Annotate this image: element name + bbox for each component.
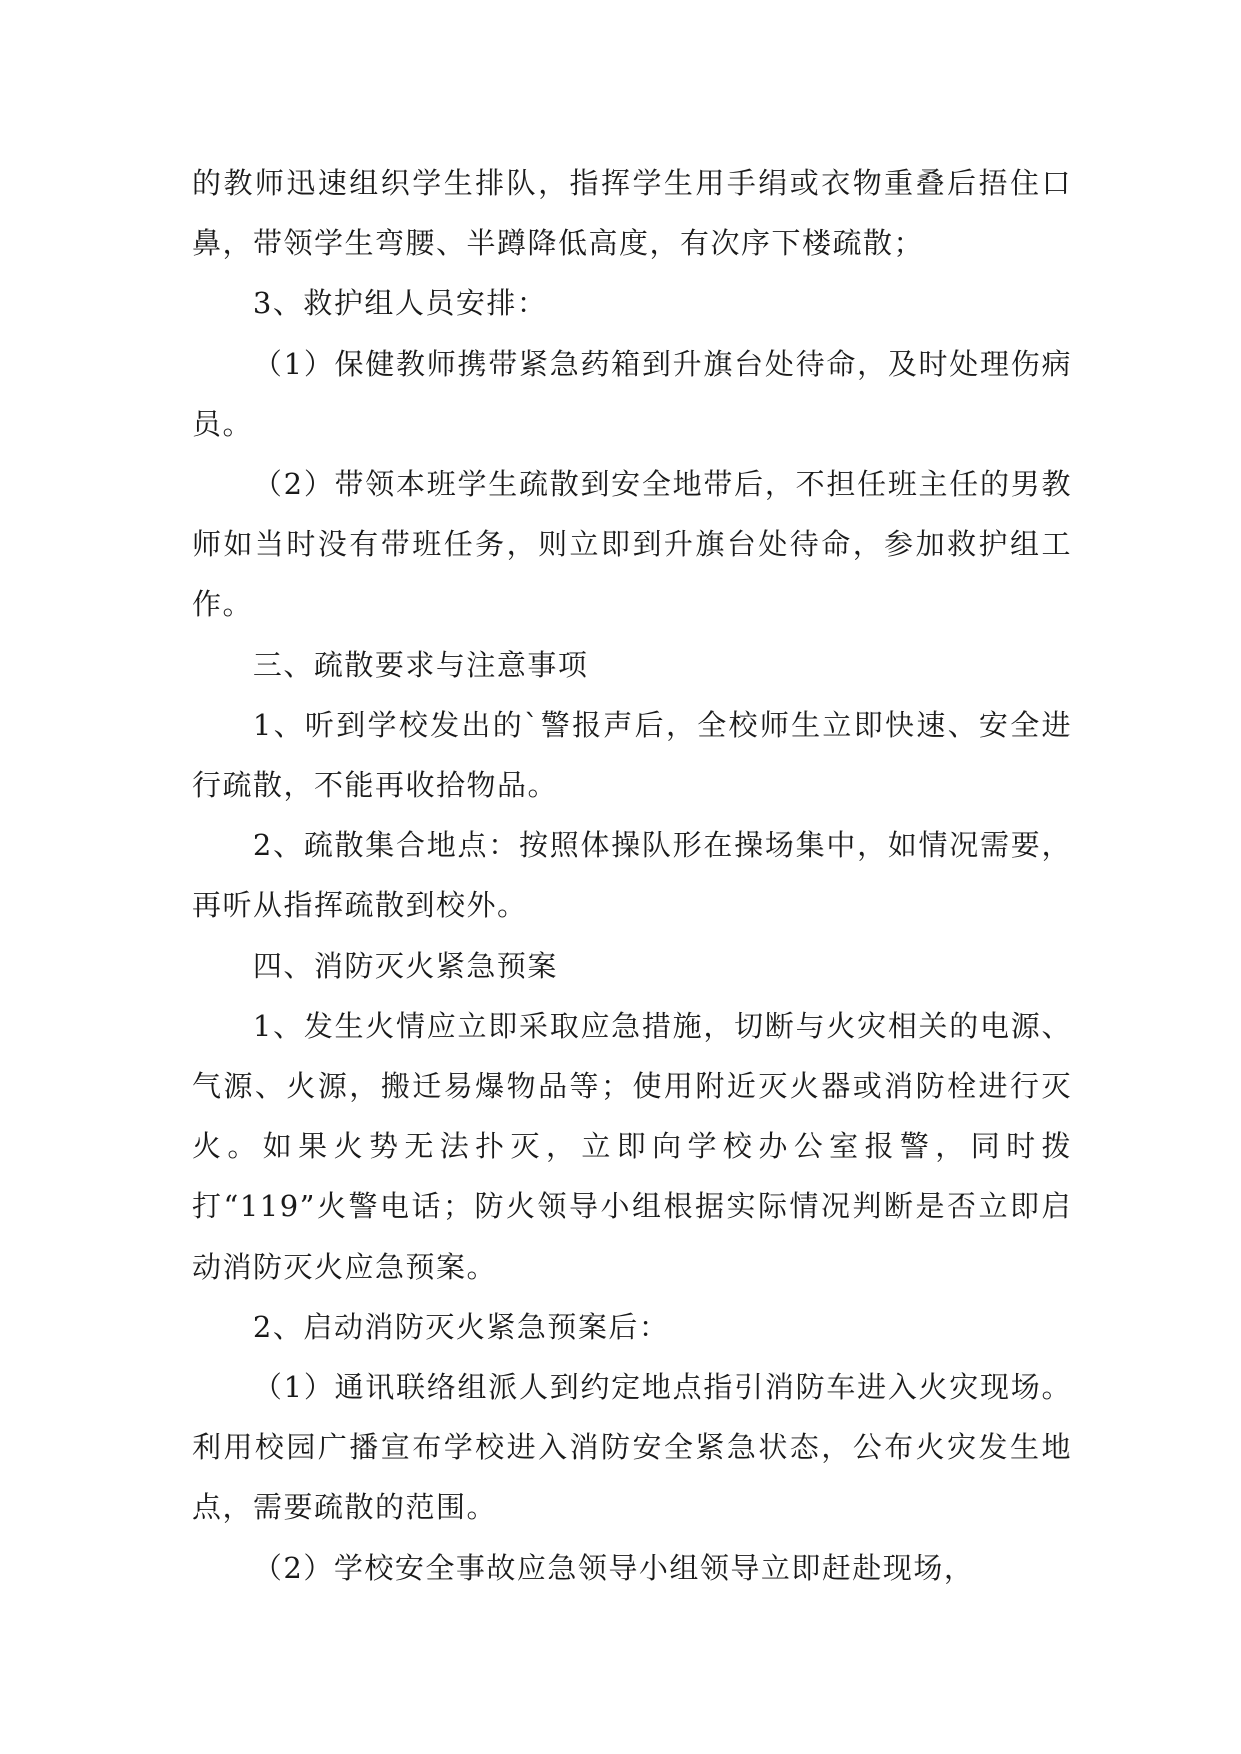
- paragraph-fire-subitem-2: （2）学校安全事故应急领导小组领导立即赶赴现场，: [252, 1550, 975, 1585]
- paragraph-evacuation-item-2: 2、疏散集合地点：按照体操队形在操场集中，如情况需要，再听从指挥疏散到校外。: [192, 828, 1072, 923]
- paragraph-evacuation-item-1: 1、听到学校发出的`警报声后，全校师生立即快速、安全进行疏散，不能再收拾物品。: [192, 707, 1072, 803]
- section-heading-fire-plan: 四、消防灭火紧急预案: [252, 948, 558, 983]
- paragraph-fire-item-2: 2、启动消防灭火紧急预案后：: [252, 1309, 670, 1344]
- section-heading-evacuation-requirements: 三、疏散要求与注意事项: [252, 647, 589, 682]
- paragraph-fire-item-1: 1、发生火情应立即采取应急措施，切断与火灾相关的电源、气源、火源，搬迁易爆物品等；使用附近灭火器或消防栓进行灭火。如果火势无法扑灭，立即向学校办公室报警，同时拨打“119”火警电话；防火领导小组根据实际情况判断是否立即启动消防灭火应急预案。: [192, 1008, 1072, 1284]
- paragraph-rescue-group: 3、救护组人员安排：: [252, 286, 548, 321]
- paragraph-continuation: 的教师迅速组织学生排队，指挥学生用手绢或衣物重叠后捂住口鼻，带领学生弯腰、半蹲降低高度，有次序下楼疏散；: [192, 166, 1072, 261]
- paragraph-rescue-item-2: （2）带领本班学生疏散到安全地带后，不担任班主任的男教师如当时没有带班任务，则立即到升旗台处待命，参加救护组工作。: [192, 467, 1072, 622]
- paragraph-fire-subitem-1: （1）通讯联络组派人到约定地点指引消防车进入火灾现场。利用校园广播宣布学校进入消防安全紧急状态，公布火灾发生地点，需要疏散的范围。: [192, 1370, 1072, 1525]
- document-body: [192, 153, 1072, 1598]
- paragraph-rescue-item-1: （1）保健教师携带紧急药箱到升旗台处待命，及时处理伤病员。: [192, 346, 1072, 441]
